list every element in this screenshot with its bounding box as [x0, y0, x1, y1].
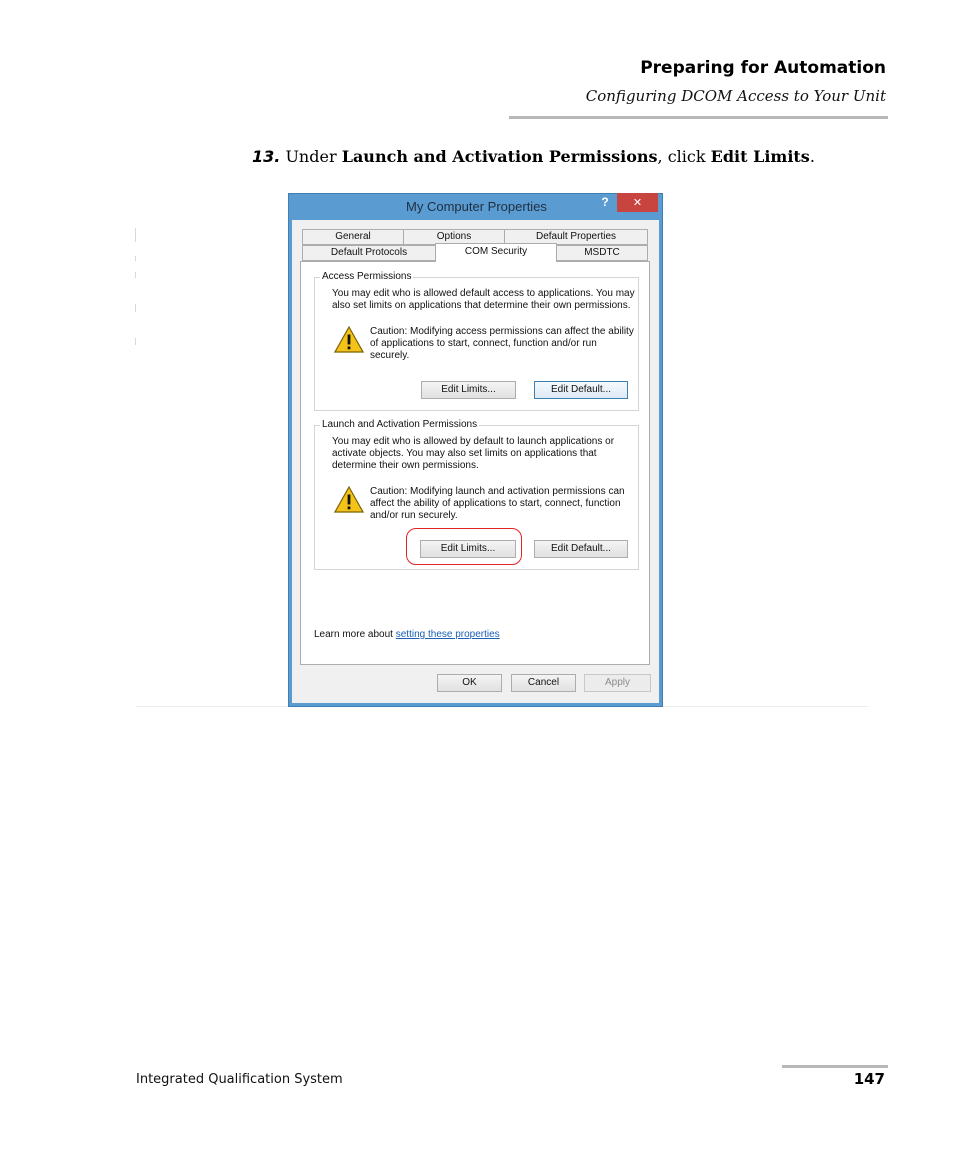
footer-product-name: Integrated Qualification System — [136, 1072, 343, 1087]
step-text-end: . — [809, 147, 815, 166]
access-description-line: also set limits on applications that determine their own permissions. — [332, 300, 631, 311]
access-edit-default-button[interactable]: Edit Default... — [534, 381, 628, 399]
page-number: 147 — [853, 1070, 885, 1088]
launch-description-line: You may edit who is allowed by default to launch applications or — [332, 436, 615, 447]
warning-icon — [334, 326, 364, 353]
page-section-title: Preparing for Automation — [640, 58, 886, 78]
tab-general[interactable]: General — [302, 229, 404, 245]
step-text-before: Under — [285, 147, 337, 166]
access-edit-limits-button[interactable]: Edit Limits... — [421, 381, 516, 399]
launch-description — [332, 436, 614, 472]
edit-limits-highlight-callout — [406, 528, 522, 565]
step-instruction — [252, 147, 815, 166]
step-text-middle: , click — [657, 147, 706, 166]
setting-these-properties-link[interactable]: setting these properties — [395, 629, 500, 640]
screenshot-edge-tick — [135, 272, 136, 278]
tab-options[interactable]: Options — [403, 229, 505, 245]
screenshot-edge-tick — [135, 228, 136, 242]
tab-msdtc[interactable]: MSDTC — [556, 245, 648, 261]
launch-caution-text — [370, 486, 625, 522]
close-button[interactable]: ✕ — [617, 193, 658, 212]
footer-rule — [782, 1065, 888, 1068]
screenshot-edge-tick — [135, 304, 136, 312]
access-caution-line: Caution: Modifying access permissions can affect the ability — [370, 326, 634, 337]
learn-more-text — [314, 629, 500, 640]
launch-caution-line: and/or run securely. — [370, 510, 458, 521]
step-bold-section: Launch and Activation Permissions — [341, 147, 658, 166]
launch-description-line: activate objects. You may also set limits on applications that — [332, 448, 597, 459]
access-description-line: You may edit who is allowed default access to applications. You may — [332, 288, 635, 299]
screenshot-edge-tick — [135, 256, 136, 261]
header-rule — [509, 116, 888, 119]
tab-default-properties[interactable]: Default Properties — [504, 229, 648, 245]
page-section-subtitle: Configuring DCOM Access to Your Unit — [585, 87, 886, 105]
apply-button[interactable]: Apply — [584, 674, 651, 692]
access-caution-line: securely. — [370, 350, 410, 361]
help-button[interactable]: ? — [601, 195, 609, 209]
launch-caution-line: affect the ability of applications to start, connect, function — [370, 498, 621, 509]
access-description — [332, 288, 635, 312]
step-bold-action: Edit Limits — [710, 147, 810, 166]
access-permissions-legend: Access Permissions — [322, 271, 412, 282]
dialog-title: My Computer Properties — [406, 199, 547, 214]
screenshot-edge-tick — [135, 338, 136, 345]
cancel-button[interactable]: Cancel — [511, 674, 576, 692]
ok-button[interactable]: OK — [437, 674, 502, 692]
launch-edit-limits-button[interactable]: Edit Limits... — [420, 540, 516, 558]
launch-activation-legend: Launch and Activation Permissions — [322, 419, 478, 430]
launch-description-line: determine their own permissions. — [332, 460, 479, 471]
launch-edit-default-button[interactable]: Edit Default... — [534, 540, 628, 558]
access-caution-line: of applications to start, connect, function and/or run — [370, 338, 597, 349]
step-number: 13. — [252, 147, 281, 166]
tab-com-security[interactable]: COM Security — [435, 243, 557, 262]
warning-icon — [334, 486, 364, 513]
learn-more-prefix: Learn more about — [314, 629, 393, 640]
tab-default-protocols[interactable]: Default Protocols — [302, 245, 436, 261]
access-caution-text — [370, 326, 634, 362]
launch-caution-line: Caution: Modifying launch and activation permissions can — [370, 486, 625, 497]
